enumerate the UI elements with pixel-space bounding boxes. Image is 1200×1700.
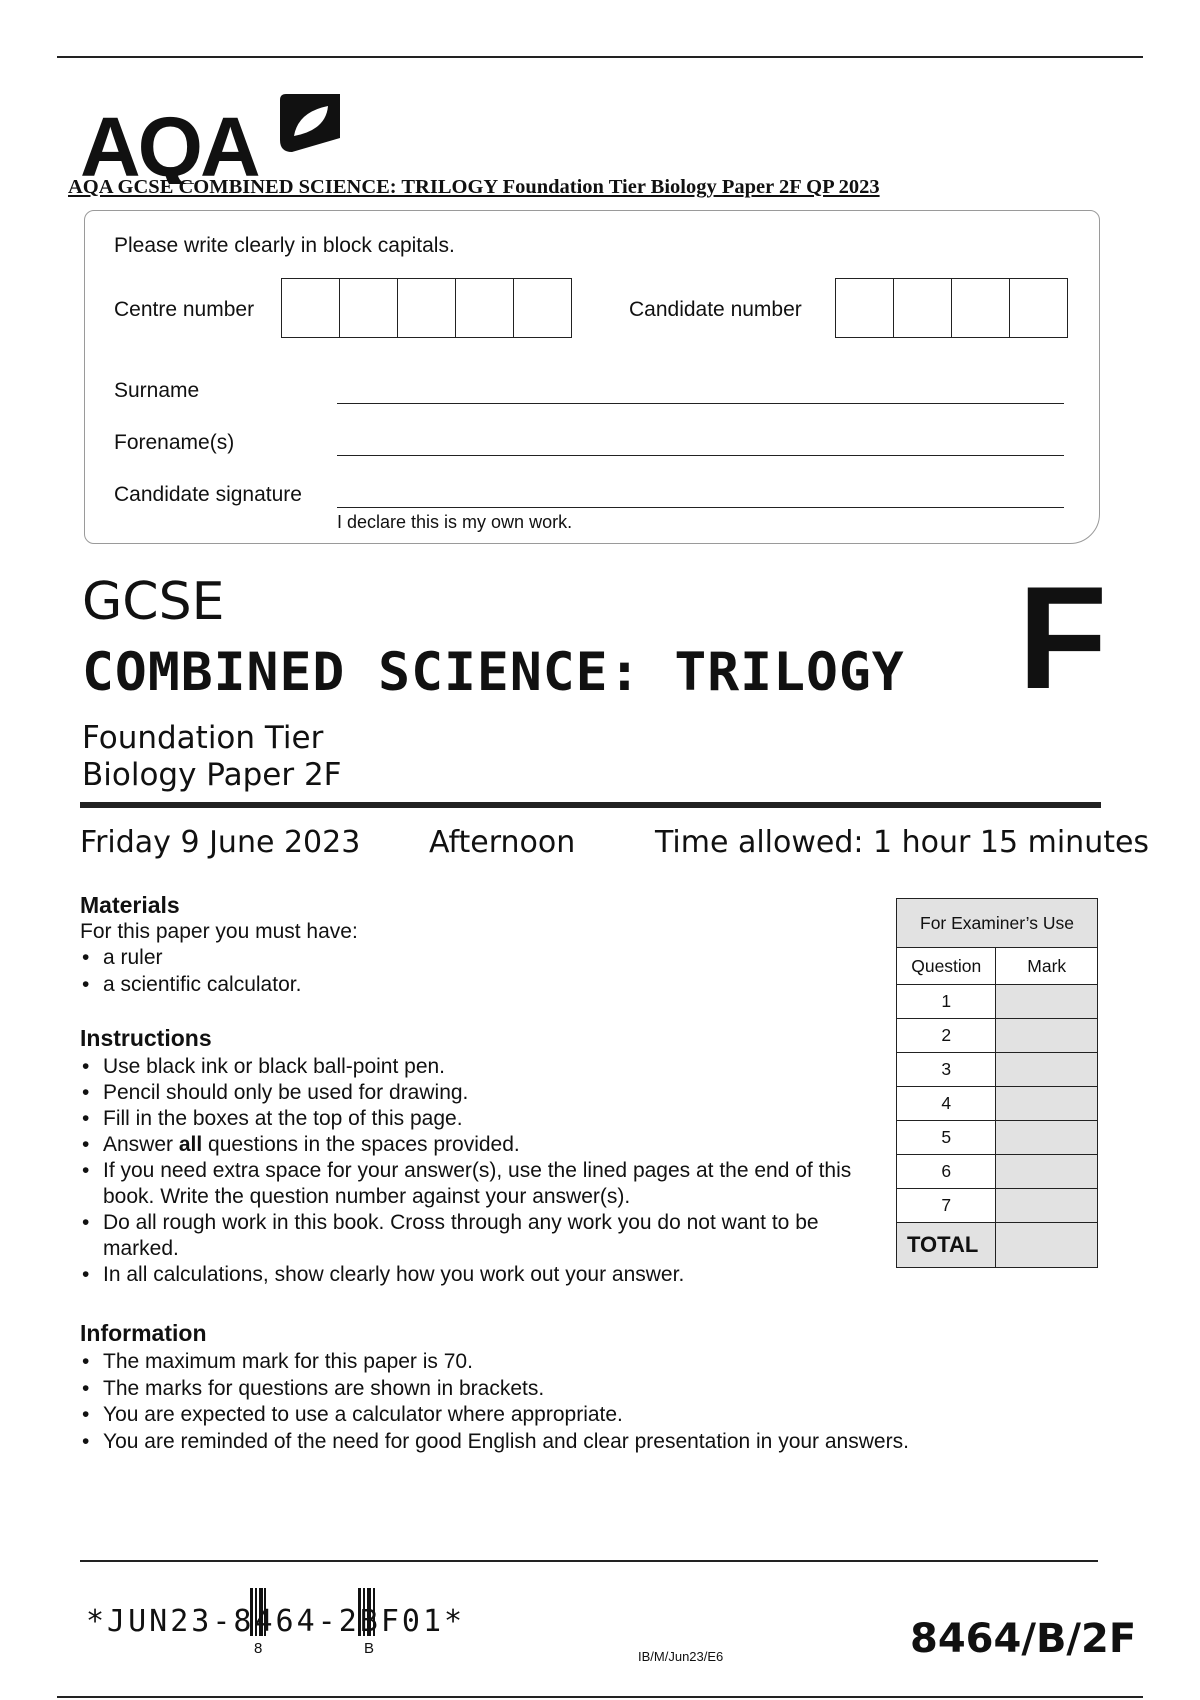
paper-code: 8464/B/2F bbox=[910, 1616, 1137, 1662]
question-number: 5 bbox=[897, 1121, 996, 1155]
total-label: TOTAL bbox=[897, 1223, 996, 1268]
centre-number-digit[interactable] bbox=[455, 278, 513, 338]
candidate-number-label: Candidate number bbox=[629, 298, 802, 321]
subject-title: COMBINED SCIENCE: TRILOGY bbox=[82, 642, 905, 703]
centre-number-digit[interactable] bbox=[513, 278, 572, 338]
list-item: • You are expected to use a calculator where appropriate. bbox=[80, 1402, 980, 1429]
list-item: • Fill in the boxes at the top of this page. bbox=[80, 1106, 880, 1132]
table-row bbox=[897, 1087, 1098, 1121]
centre-number-label: Centre number bbox=[114, 298, 255, 321]
total-mark-cell[interactable] bbox=[996, 1223, 1098, 1268]
list-item: • Do all rough work in this book. Cross through any work you do not want to be marked. bbox=[80, 1210, 880, 1262]
qualification-title: GCSE bbox=[82, 572, 225, 632]
form-instruction: Please write clearly in block capitals. bbox=[114, 234, 455, 257]
mark-cell[interactable] bbox=[996, 1121, 1098, 1155]
question-number: 1 bbox=[897, 985, 996, 1019]
question-number: 2 bbox=[897, 1019, 996, 1053]
table-row bbox=[897, 1155, 1098, 1189]
candidate-number-digit[interactable] bbox=[1009, 278, 1068, 338]
mark-cell[interactable] bbox=[996, 1019, 1098, 1053]
surname-line[interactable] bbox=[337, 403, 1064, 404]
list-item: • a scientific calculator. bbox=[80, 972, 880, 999]
tier-and-paper bbox=[82, 720, 342, 794]
candidate-number-digit[interactable] bbox=[893, 278, 951, 338]
footer-rule bbox=[80, 1560, 1098, 1562]
barcode-sub-1: 8 bbox=[254, 1640, 263, 1657]
list-item: • The maximum mark for this paper is 70. bbox=[80, 1349, 980, 1376]
centre-number-boxes[interactable] bbox=[281, 278, 572, 338]
bottom-rule bbox=[57, 1696, 1143, 1698]
title-rule bbox=[80, 802, 1101, 808]
paper-line: Biology Paper 2F bbox=[82, 757, 342, 793]
mark-cell[interactable] bbox=[996, 985, 1098, 1019]
signature-line[interactable] bbox=[337, 507, 1064, 508]
question-number: 4 bbox=[897, 1087, 996, 1121]
candidate-number-digit[interactable] bbox=[951, 278, 1009, 338]
aqa-logo bbox=[80, 88, 350, 184]
aqa-logo-text: AQA bbox=[80, 100, 258, 184]
list-item: • The marks for questions are shown in brackets. bbox=[80, 1376, 980, 1403]
list-item: • If you need extra space for your answer(s), use the lined pages at the end of this book. Write the question number against your answer(s). bbox=[80, 1158, 880, 1210]
materials-heading: Materials bbox=[80, 892, 180, 918]
table-row bbox=[897, 1121, 1098, 1155]
mark-cell[interactable] bbox=[996, 1053, 1098, 1087]
table-row bbox=[897, 985, 1098, 1019]
list-item bbox=[80, 1132, 880, 1158]
centre-number-digit[interactable] bbox=[339, 278, 397, 338]
instructions-heading: Instructions bbox=[80, 1025, 212, 1051]
time-allowed: Time allowed: 1 hour 15 minutes bbox=[655, 825, 1150, 860]
top-rule bbox=[57, 56, 1143, 58]
surname-label: Surname bbox=[114, 379, 200, 402]
list-item: • Use black ink or black ball-point pen. bbox=[80, 1054, 880, 1080]
table-row bbox=[897, 1053, 1098, 1087]
mark-column-header: Mark bbox=[996, 948, 1098, 985]
list-item: • You are reminded of the need for good English and clear presentation in your answers. bbox=[80, 1429, 980, 1456]
materials-intro: For this paper you must have: bbox=[80, 920, 358, 943]
question-number: 3 bbox=[897, 1053, 996, 1087]
table-row bbox=[897, 1189, 1098, 1223]
forenames-label: Forename(s) bbox=[114, 431, 235, 454]
tier-letter: F bbox=[1018, 556, 1108, 719]
examiner-table-title: For Examiner’s Use bbox=[897, 899, 1098, 948]
list-item: • Pencil should only be used for drawing. bbox=[80, 1080, 880, 1106]
reference-code: IB/M/Jun23/E6 bbox=[638, 1649, 724, 1664]
mark-cell[interactable] bbox=[996, 1087, 1098, 1121]
answer-all-suffix: questions in the spaces provided. bbox=[202, 1133, 520, 1156]
question-number: 7 bbox=[897, 1189, 996, 1223]
declaration-text: I declare this is my own work. bbox=[337, 512, 573, 532]
exam-date: Friday 9 June 2023 bbox=[80, 825, 361, 860]
information-list bbox=[80, 1349, 980, 1455]
signature-label: Candidate signature bbox=[114, 483, 302, 506]
question-number: 6 bbox=[897, 1155, 996, 1189]
mark-cell[interactable] bbox=[996, 1155, 1098, 1189]
examiner-use-table bbox=[896, 898, 1098, 1268]
question-column-header: Question bbox=[897, 948, 996, 985]
table-row bbox=[897, 1223, 1098, 1268]
barcode-text: *JUN23-8464-2BF01* bbox=[86, 1604, 466, 1639]
materials-list bbox=[80, 945, 880, 998]
tier-line: Foundation Tier bbox=[82, 720, 324, 756]
table-row bbox=[897, 1019, 1098, 1053]
exam-session: Afternoon bbox=[429, 825, 576, 860]
centre-number-digit[interactable] bbox=[281, 278, 339, 338]
list-item: • a ruler bbox=[80, 945, 880, 972]
answer-all-prefix: Answer bbox=[103, 1133, 179, 1156]
answer-all-emphasis: all bbox=[178, 1133, 203, 1156]
instructions-list bbox=[80, 1054, 880, 1288]
list-item: • In all calculations, show clearly how you work out your answer. bbox=[80, 1262, 880, 1288]
document-title: AQA GCSE COMBINED SCIENCE: TRILOGY Foundation Tier Biology Paper 2F QP 2023 bbox=[68, 176, 880, 198]
candidate-number-digit[interactable] bbox=[835, 278, 893, 338]
information-heading: Information bbox=[80, 1320, 207, 1346]
mark-cell[interactable] bbox=[996, 1189, 1098, 1223]
forenames-line[interactable] bbox=[337, 455, 1064, 456]
centre-number-digit[interactable] bbox=[397, 278, 455, 338]
candidate-number-boxes[interactable] bbox=[835, 278, 1068, 338]
barcode-sub-2: B bbox=[364, 1640, 375, 1657]
